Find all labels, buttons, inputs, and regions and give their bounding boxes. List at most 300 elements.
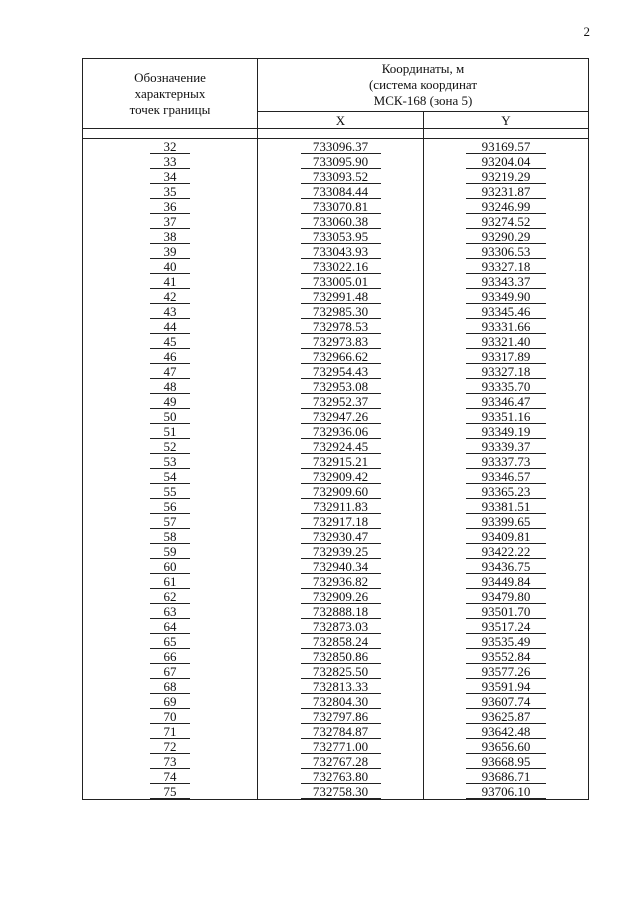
table-row bbox=[83, 274, 589, 289]
point-number: 72 bbox=[150, 740, 190, 754]
y-coordinate-cell bbox=[424, 469, 589, 484]
point-number: 40 bbox=[150, 260, 190, 274]
table-row bbox=[83, 229, 589, 244]
x-coordinate-cell bbox=[258, 649, 424, 664]
x-coordinate-cell bbox=[258, 454, 424, 469]
y-coordinate-cell bbox=[424, 754, 589, 769]
y-coordinate-cell bbox=[424, 739, 589, 754]
x-coordinate-cell bbox=[258, 439, 424, 454]
y-coordinate: 93346.57 bbox=[466, 470, 546, 484]
point-number-cell bbox=[83, 649, 258, 664]
y-coordinate: 93607.74 bbox=[466, 695, 546, 709]
point-number: 47 bbox=[150, 365, 190, 379]
x-coordinate: 732771.00 bbox=[301, 740, 381, 754]
y-coordinate-cell bbox=[424, 679, 589, 694]
y-coordinate-cell bbox=[424, 634, 589, 649]
y-coordinate: 93399.65 bbox=[466, 515, 546, 529]
x-coordinate-cell bbox=[258, 754, 424, 769]
point-number: 32 bbox=[150, 140, 190, 154]
table-row bbox=[83, 244, 589, 259]
x-coordinate: 733084.44 bbox=[301, 185, 381, 199]
table-row bbox=[83, 364, 589, 379]
y-coordinate: 93479.80 bbox=[466, 590, 546, 604]
point-number: 49 bbox=[150, 395, 190, 409]
table-row bbox=[83, 304, 589, 319]
y-coordinate-cell bbox=[424, 499, 589, 514]
x-coordinate-cell bbox=[258, 289, 424, 304]
point-number-cell bbox=[83, 469, 258, 484]
table-row bbox=[83, 409, 589, 424]
y-coordinate-cell bbox=[424, 544, 589, 559]
x-coordinate: 732915.21 bbox=[301, 455, 381, 469]
y-coordinate: 93625.87 bbox=[466, 710, 546, 724]
table-row bbox=[83, 319, 589, 334]
y-coordinate-cell bbox=[424, 529, 589, 544]
table-row bbox=[83, 289, 589, 304]
point-number-cell bbox=[83, 394, 258, 409]
y-coordinate: 93327.18 bbox=[466, 365, 546, 379]
point-number: 70 bbox=[150, 710, 190, 724]
x-coordinate-cell bbox=[258, 604, 424, 619]
x-coordinate: 732767.28 bbox=[301, 755, 381, 769]
x-coordinate-cell bbox=[258, 709, 424, 724]
table-row bbox=[83, 754, 589, 769]
point-number: 59 bbox=[150, 545, 190, 559]
x-coordinate: 732952.37 bbox=[301, 395, 381, 409]
point-number: 52 bbox=[150, 440, 190, 454]
x-coordinate: 733096.37 bbox=[301, 140, 381, 154]
coordinates-header-line: МСК-168 (зона 5) bbox=[373, 93, 473, 108]
x-coordinate: 732973.83 bbox=[301, 335, 381, 349]
point-number: 67 bbox=[150, 665, 190, 679]
point-number: 62 bbox=[150, 590, 190, 604]
y-coordinate-cell bbox=[424, 154, 589, 169]
table-row bbox=[83, 514, 589, 529]
y-coordinate: 93343.37 bbox=[466, 275, 546, 289]
point-number: 48 bbox=[150, 380, 190, 394]
table-row bbox=[83, 484, 589, 499]
x-coordinate-cell bbox=[258, 259, 424, 274]
point-number-cell bbox=[83, 169, 258, 184]
point-number-cell bbox=[83, 724, 258, 739]
table-row bbox=[83, 619, 589, 634]
point-number-cell bbox=[83, 349, 258, 364]
y-coordinate: 93449.84 bbox=[466, 575, 546, 589]
x-coordinate: 732888.18 bbox=[301, 605, 381, 619]
y-coordinate-cell bbox=[424, 484, 589, 499]
x-coordinate-cell bbox=[258, 559, 424, 574]
y-coordinate: 93577.26 bbox=[466, 665, 546, 679]
y-coordinate-cell bbox=[424, 559, 589, 574]
x-coordinate: 732758.30 bbox=[301, 785, 381, 799]
y-coordinate: 93317.89 bbox=[466, 350, 546, 364]
y-coordinate: 93331.66 bbox=[466, 320, 546, 334]
table-row bbox=[83, 589, 589, 604]
point-number-cell bbox=[83, 634, 258, 649]
x-coordinate-cell bbox=[258, 229, 424, 244]
y-coordinate: 93381.51 bbox=[466, 500, 546, 514]
point-number: 58 bbox=[150, 530, 190, 544]
x-coordinate-cell bbox=[258, 484, 424, 499]
y-coordinate: 93409.81 bbox=[466, 530, 546, 544]
designation-header-line: Обозначение bbox=[134, 69, 206, 85]
y-coordinate-cell bbox=[424, 589, 589, 604]
y-coordinate: 93346.47 bbox=[466, 395, 546, 409]
y-coordinate: 93436.75 bbox=[466, 560, 546, 574]
point-number: 43 bbox=[150, 305, 190, 319]
x-coordinate: 732953.08 bbox=[301, 380, 381, 394]
x-coordinate: 732873.03 bbox=[301, 620, 381, 634]
y-coordinate: 93349.90 bbox=[466, 290, 546, 304]
table-row bbox=[83, 559, 589, 574]
x-coordinate: 733022.16 bbox=[301, 260, 381, 274]
point-number-cell bbox=[83, 484, 258, 499]
y-coordinate: 93668.95 bbox=[466, 755, 546, 769]
x-coordinate-cell bbox=[258, 574, 424, 589]
point-number-cell bbox=[83, 619, 258, 634]
x-coordinate: 732909.42 bbox=[301, 470, 381, 484]
point-number: 51 bbox=[150, 425, 190, 439]
table-row bbox=[83, 394, 589, 409]
point-number-cell bbox=[83, 154, 258, 169]
coordinates-header bbox=[258, 59, 589, 112]
point-number-cell bbox=[83, 559, 258, 574]
x-coordinate-cell bbox=[258, 424, 424, 439]
point-number-cell bbox=[83, 664, 258, 679]
y-coordinate: 93231.87 bbox=[466, 185, 546, 199]
x-coordinate-cell bbox=[258, 784, 424, 800]
y-coordinate-cell bbox=[424, 574, 589, 589]
y-coordinate-cell bbox=[424, 694, 589, 709]
table-row bbox=[83, 199, 589, 214]
x-column-header: X bbox=[258, 112, 424, 129]
table-row bbox=[83, 544, 589, 559]
y-coordinate: 93422.22 bbox=[466, 545, 546, 559]
y-coordinate: 93169.57 bbox=[466, 140, 546, 154]
x-coordinate: 732930.47 bbox=[301, 530, 381, 544]
blank-cell bbox=[258, 129, 424, 139]
point-number-cell bbox=[83, 184, 258, 199]
designation-header-line: характерных bbox=[134, 85, 206, 101]
point-number-cell bbox=[83, 259, 258, 274]
y-coordinate: 93656.60 bbox=[466, 740, 546, 754]
y-coordinate-cell bbox=[424, 649, 589, 664]
point-number-cell bbox=[83, 454, 258, 469]
point-number: 35 bbox=[150, 185, 190, 199]
x-coordinate-cell bbox=[258, 694, 424, 709]
y-coordinate: 93246.99 bbox=[466, 200, 546, 214]
y-coordinate-cell bbox=[424, 409, 589, 424]
y-coordinate: 93204.04 bbox=[466, 155, 546, 169]
point-number: 44 bbox=[150, 320, 190, 334]
x-coordinate-cell bbox=[258, 664, 424, 679]
y-coordinate: 93345.46 bbox=[466, 305, 546, 319]
y-coordinate: 93306.53 bbox=[466, 245, 546, 259]
x-coordinate-cell bbox=[258, 544, 424, 559]
x-coordinate-cell bbox=[258, 214, 424, 229]
x-coordinate-cell bbox=[258, 514, 424, 529]
x-coordinate-cell bbox=[258, 154, 424, 169]
x-coordinate: 732784.87 bbox=[301, 725, 381, 739]
x-coordinate: 733043.93 bbox=[301, 245, 381, 259]
point-number-cell bbox=[83, 379, 258, 394]
point-number: 34 bbox=[150, 170, 190, 184]
x-coordinate: 732936.82 bbox=[301, 575, 381, 589]
x-coordinate: 732850.86 bbox=[301, 650, 381, 664]
y-coordinate: 93517.24 bbox=[466, 620, 546, 634]
x-coordinate: 732954.43 bbox=[301, 365, 381, 379]
y-coordinate: 93642.48 bbox=[466, 725, 546, 739]
table-row bbox=[83, 214, 589, 229]
table-row bbox=[83, 784, 589, 800]
x-coordinate: 733005.01 bbox=[301, 275, 381, 289]
table-row bbox=[83, 709, 589, 724]
y-coordinate: 93535.49 bbox=[466, 635, 546, 649]
x-coordinate: 732763.80 bbox=[301, 770, 381, 784]
point-number: 61 bbox=[150, 575, 190, 589]
coordinates-table bbox=[82, 58, 589, 800]
y-coordinate: 93335.70 bbox=[466, 380, 546, 394]
y-coordinate: 93365.23 bbox=[466, 485, 546, 499]
point-number: 36 bbox=[150, 200, 190, 214]
table-row bbox=[83, 574, 589, 589]
point-number-cell bbox=[83, 499, 258, 514]
y-coordinate-cell bbox=[424, 784, 589, 800]
y-coordinate-cell bbox=[424, 244, 589, 259]
point-number-cell bbox=[83, 604, 258, 619]
point-number-cell bbox=[83, 784, 258, 800]
coordinates-header-line: Координаты, м bbox=[381, 61, 465, 76]
table-row bbox=[83, 664, 589, 679]
y-coordinate-cell bbox=[424, 199, 589, 214]
y-coordinate: 93686.71 bbox=[466, 770, 546, 784]
point-number-cell bbox=[83, 544, 258, 559]
table-row bbox=[83, 469, 589, 484]
x-coordinate: 732940.34 bbox=[301, 560, 381, 574]
y-coordinate-cell bbox=[424, 274, 589, 289]
y-coordinate-cell bbox=[424, 454, 589, 469]
x-coordinate: 733093.52 bbox=[301, 170, 381, 184]
x-coordinate: 732909.26 bbox=[301, 590, 381, 604]
x-coordinate-cell bbox=[258, 769, 424, 784]
point-number-cell bbox=[83, 589, 258, 604]
point-number-cell bbox=[83, 754, 258, 769]
y-coordinate-cell bbox=[424, 139, 589, 155]
x-coordinate: 732825.50 bbox=[301, 665, 381, 679]
designation-header bbox=[83, 59, 258, 129]
table-row bbox=[83, 334, 589, 349]
y-coordinate-cell bbox=[424, 664, 589, 679]
x-coordinate-cell bbox=[258, 679, 424, 694]
x-coordinate-cell bbox=[258, 739, 424, 754]
point-number: 54 bbox=[150, 470, 190, 484]
table-row bbox=[83, 184, 589, 199]
x-coordinate-cell bbox=[258, 334, 424, 349]
point-number-cell bbox=[83, 139, 258, 155]
point-number-cell bbox=[83, 424, 258, 439]
table-row bbox=[83, 769, 589, 784]
x-coordinate-cell bbox=[258, 469, 424, 484]
point-number: 46 bbox=[150, 350, 190, 364]
point-number: 53 bbox=[150, 455, 190, 469]
point-number: 56 bbox=[150, 500, 190, 514]
table-row bbox=[83, 154, 589, 169]
x-coordinate: 732939.25 bbox=[301, 545, 381, 559]
x-coordinate: 732947.26 bbox=[301, 410, 381, 424]
point-number-cell bbox=[83, 274, 258, 289]
y-coordinate-cell bbox=[424, 364, 589, 379]
y-coordinate: 93339.37 bbox=[466, 440, 546, 454]
y-coordinate-cell bbox=[424, 769, 589, 784]
point-number: 60 bbox=[150, 560, 190, 574]
y-coordinate-cell bbox=[424, 304, 589, 319]
point-number: 75 bbox=[150, 785, 190, 799]
point-number: 38 bbox=[150, 230, 190, 244]
point-number: 63 bbox=[150, 605, 190, 619]
x-coordinate: 733053.95 bbox=[301, 230, 381, 244]
x-coordinate-cell bbox=[258, 589, 424, 604]
x-coordinate: 732985.30 bbox=[301, 305, 381, 319]
table-row bbox=[83, 454, 589, 469]
point-number: 42 bbox=[150, 290, 190, 304]
x-coordinate-cell bbox=[258, 619, 424, 634]
y-coordinate: 93706.10 bbox=[466, 785, 546, 799]
table-row bbox=[83, 529, 589, 544]
y-coordinate: 93327.18 bbox=[466, 260, 546, 274]
point-number-cell bbox=[83, 244, 258, 259]
table-row bbox=[83, 694, 589, 709]
x-coordinate: 732978.53 bbox=[301, 320, 381, 334]
x-coordinate: 732804.30 bbox=[301, 695, 381, 709]
y-coordinate-cell bbox=[424, 724, 589, 739]
page-number: 2 bbox=[583, 24, 590, 39]
point-number: 33 bbox=[150, 155, 190, 169]
y-coordinate-cell bbox=[424, 514, 589, 529]
table-row bbox=[83, 499, 589, 514]
point-number: 66 bbox=[150, 650, 190, 664]
table-row bbox=[83, 349, 589, 364]
point-number-cell bbox=[83, 529, 258, 544]
point-number-cell bbox=[83, 199, 258, 214]
table-row bbox=[83, 259, 589, 274]
x-coordinate: 732924.45 bbox=[301, 440, 381, 454]
y-coordinate: 93501.70 bbox=[466, 605, 546, 619]
y-coordinate: 93349.19 bbox=[466, 425, 546, 439]
point-number: 57 bbox=[150, 515, 190, 529]
x-coordinate-cell bbox=[258, 634, 424, 649]
blank-row bbox=[83, 129, 589, 139]
point-number: 69 bbox=[150, 695, 190, 709]
x-coordinate: 733095.90 bbox=[301, 155, 381, 169]
point-number-cell bbox=[83, 769, 258, 784]
point-number-cell bbox=[83, 229, 258, 244]
designation-header-line: точек границы bbox=[129, 101, 211, 117]
table-row bbox=[83, 139, 589, 155]
x-coordinate-cell bbox=[258, 349, 424, 364]
y-coordinate: 93290.29 bbox=[466, 230, 546, 244]
x-coordinate-cell bbox=[258, 724, 424, 739]
table-row bbox=[83, 679, 589, 694]
x-coordinate-cell bbox=[258, 244, 424, 259]
point-number: 74 bbox=[150, 770, 190, 784]
y-coordinate-cell bbox=[424, 394, 589, 409]
table-row bbox=[83, 634, 589, 649]
point-number-cell bbox=[83, 439, 258, 454]
point-number: 41 bbox=[150, 275, 190, 289]
point-number-cell bbox=[83, 304, 258, 319]
table-row bbox=[83, 724, 589, 739]
x-coordinate-cell bbox=[258, 409, 424, 424]
table-row bbox=[83, 604, 589, 619]
point-number: 39 bbox=[150, 245, 190, 259]
table-row bbox=[83, 169, 589, 184]
point-number-cell bbox=[83, 709, 258, 724]
y-coordinate-cell bbox=[424, 259, 589, 274]
point-number-cell bbox=[83, 574, 258, 589]
point-number: 71 bbox=[150, 725, 190, 739]
y-coordinate: 93552.84 bbox=[466, 650, 546, 664]
blank-cell bbox=[424, 129, 589, 139]
x-coordinate: 732797.86 bbox=[301, 710, 381, 724]
point-number-cell bbox=[83, 514, 258, 529]
x-coordinate: 732909.60 bbox=[301, 485, 381, 499]
point-number: 50 bbox=[150, 410, 190, 424]
y-coordinate: 93321.40 bbox=[466, 335, 546, 349]
y-coordinate: 93274.52 bbox=[466, 215, 546, 229]
y-coordinate-cell bbox=[424, 619, 589, 634]
table-row bbox=[83, 424, 589, 439]
y-coordinate: 93351.16 bbox=[466, 410, 546, 424]
y-coordinate-cell bbox=[424, 169, 589, 184]
x-coordinate-cell bbox=[258, 319, 424, 334]
table-row bbox=[83, 439, 589, 454]
x-coordinate-cell bbox=[258, 379, 424, 394]
y-coordinate-cell bbox=[424, 424, 589, 439]
y-coordinate-cell bbox=[424, 289, 589, 304]
x-coordinate: 732991.48 bbox=[301, 290, 381, 304]
x-coordinate-cell bbox=[258, 199, 424, 214]
x-coordinate-cell bbox=[258, 364, 424, 379]
x-coordinate: 732911.83 bbox=[301, 500, 381, 514]
point-number-cell bbox=[83, 289, 258, 304]
y-coordinate-cell bbox=[424, 214, 589, 229]
x-coordinate-cell bbox=[258, 139, 424, 155]
point-number-cell bbox=[83, 214, 258, 229]
x-coordinate: 733070.81 bbox=[301, 200, 381, 214]
table-row bbox=[83, 649, 589, 664]
point-number-cell bbox=[83, 364, 258, 379]
x-coordinate-cell bbox=[258, 529, 424, 544]
point-number-cell bbox=[83, 409, 258, 424]
y-coordinate-cell bbox=[424, 229, 589, 244]
table-row bbox=[83, 739, 589, 754]
y-coordinate-cell bbox=[424, 709, 589, 724]
y-coordinate-cell bbox=[424, 184, 589, 199]
coordinates-header-line: (система координат bbox=[368, 77, 478, 92]
x-coordinate-cell bbox=[258, 274, 424, 289]
point-number-cell bbox=[83, 334, 258, 349]
x-coordinate-cell bbox=[258, 499, 424, 514]
x-coordinate-cell bbox=[258, 304, 424, 319]
point-number: 64 bbox=[150, 620, 190, 634]
y-coordinate-cell bbox=[424, 349, 589, 364]
y-coordinate-cell bbox=[424, 334, 589, 349]
x-coordinate: 732917.18 bbox=[301, 515, 381, 529]
x-coordinate: 732858.24 bbox=[301, 635, 381, 649]
point-number-cell bbox=[83, 319, 258, 334]
y-coordinate-cell bbox=[424, 379, 589, 394]
y-coordinate: 93337.73 bbox=[466, 455, 546, 469]
